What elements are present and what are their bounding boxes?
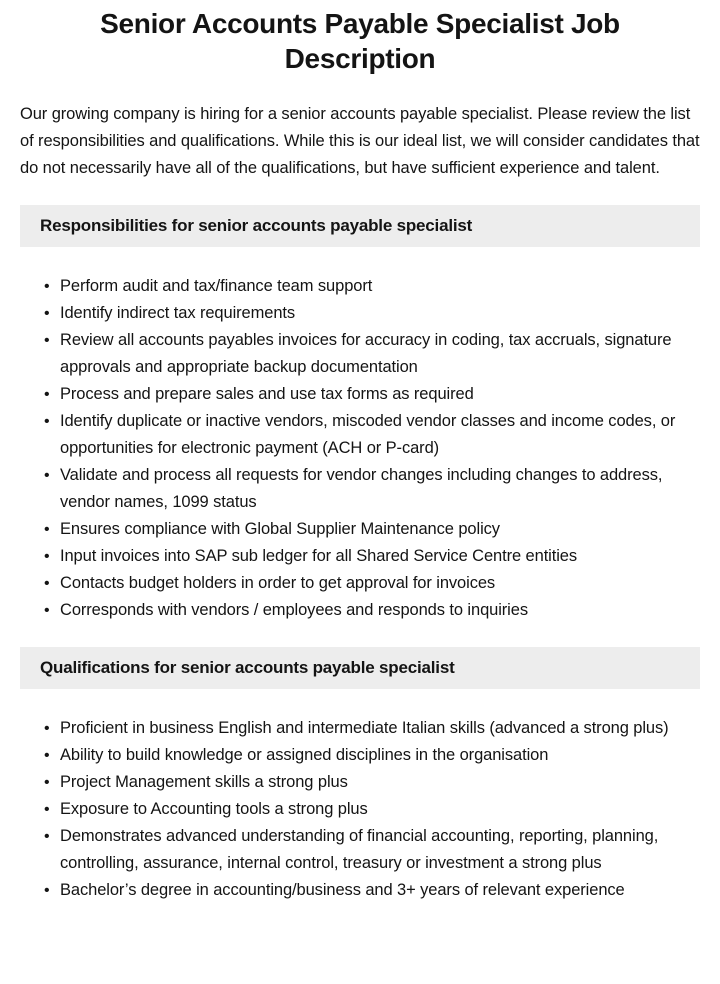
list-item: • Proficient in business English and intermediate Italian skills (advanced a strong plus) (60, 715, 700, 742)
list-item: • Input invoices into SAP sub ledger for all Shared Service Centre entities (60, 543, 700, 570)
list-item: • Process and prepare sales and use tax forms as required (60, 381, 700, 408)
list-item: • Ability to build knowledge or assigned disciplines in the organisation (60, 742, 700, 769)
list-item: • Identify duplicate or inactive vendors, miscoded vendor classes and income codes, or opportunities for electronic payment (ACH or P-card) (60, 408, 700, 462)
list-item: • Perform audit and tax/finance team support (60, 273, 700, 300)
list-item: • Validate and process all requests for vendor changes including changes to address, vendor names, 1099 status (60, 462, 700, 516)
intro-paragraph: Our growing company is hiring for a senior accounts payable specialist. Please review the list of responsibilities and qualifications. While this is our ideal list, we will consider candidates that do not necessarily have all of the qualifications, but have sufficient experience and talent. (20, 105, 700, 177)
section-heading-qualifications: Qualifications for senior accounts payable specialist (20, 647, 700, 689)
list-item: • Bachelor’s degree in accounting/business and 3+ years of relevant experience (60, 877, 700, 904)
list-item: • Ensures compliance with Global Supplier Maintenance policy (60, 516, 700, 543)
list-item: • Review all accounts payables invoices for accuracy in coding, tax accruals, signature approvals and appropriate backup documentation (60, 327, 700, 381)
responsibilities-list (20, 273, 700, 624)
qualifications-list (20, 715, 700, 904)
list-item: • Project Management skills a strong plus (60, 769, 700, 796)
list-item: • Exposure to Accounting tools a strong plus (60, 796, 700, 823)
list-item: • Demonstrates advanced understanding of financial accounting, reporting, planning, controlling, assurance, internal control, treasury or investment a strong plus (60, 823, 700, 877)
list-item: • Corresponds with vendors / employees and responds to inquiries (60, 597, 700, 624)
page-title: Senior Accounts Payable Specialist Job Description (100, 8, 620, 74)
list-item: • Contacts budget holders in order to get approval for invoices (60, 570, 700, 597)
section-heading-responsibilities: Responsibilities for senior accounts payable specialist (20, 205, 700, 247)
list-item: • Identify indirect tax requirements (60, 300, 700, 327)
